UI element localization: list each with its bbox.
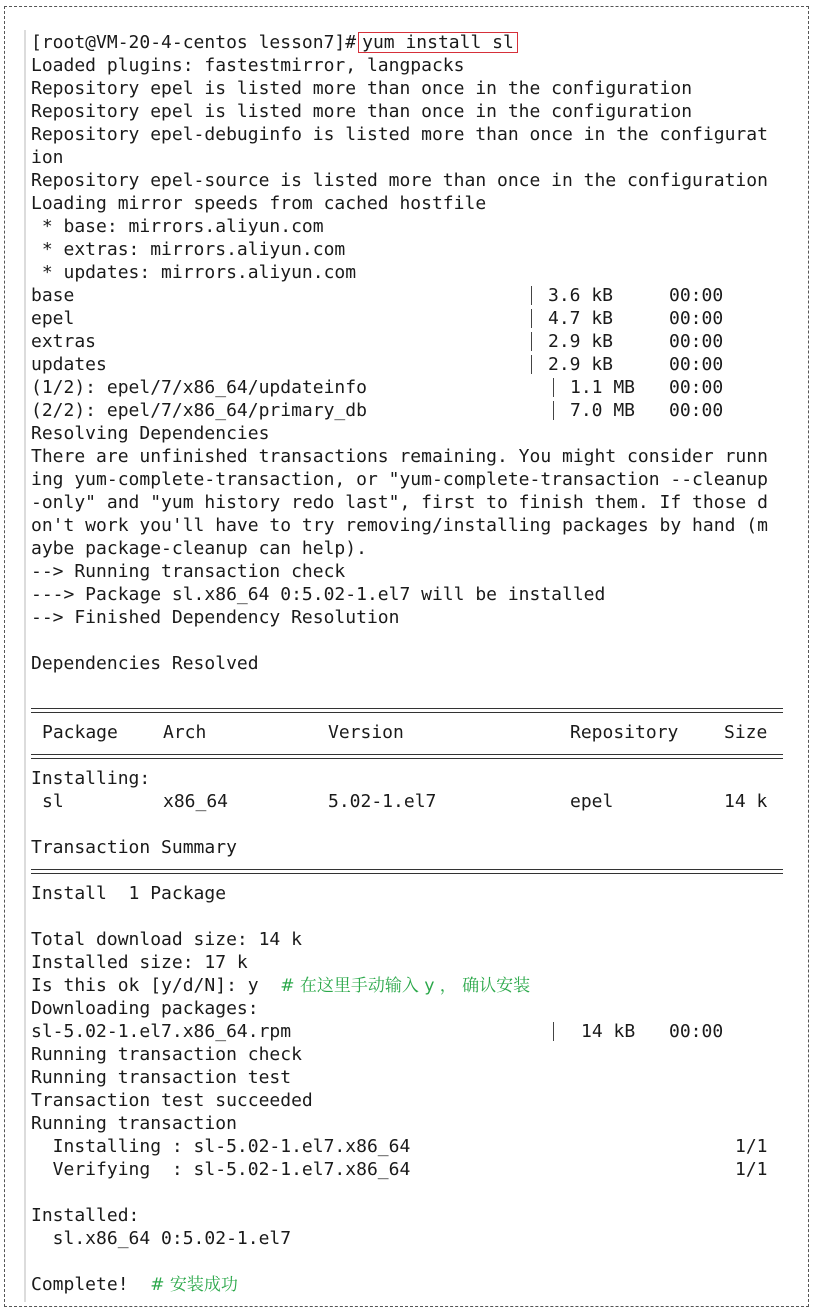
confirm-prompt: Is this ok [y/d/N]: y — [31, 975, 259, 996]
blank-line — [31, 813, 783, 836]
summary-install: Install 1 Package — [31, 883, 227, 904]
complete-text: Complete! — [31, 1274, 129, 1295]
step-progress: 1/1 — [735, 1159, 768, 1180]
output-line: Dependencies Resolved — [31, 653, 259, 674]
intro-lines — [31, 54, 783, 284]
repo-row — [31, 376, 783, 399]
cell-arch: x86_64 — [163, 791, 229, 812]
repo-row — [31, 284, 783, 307]
installed-section — [31, 1204, 783, 1250]
installed-size: Installed size: 17 k — [31, 952, 248, 973]
step-label: Verifying : sl-5.02-1.el7.x86_64 — [31, 1159, 411, 1180]
output-line: aybe package-cleanup can help). — [31, 538, 367, 559]
cell-package: sl — [42, 791, 64, 812]
repo-row — [31, 330, 783, 353]
column-divider — [553, 378, 554, 397]
download-size: 14 kB — [581, 1021, 636, 1042]
repo-list — [31, 284, 783, 422]
column-divider — [531, 355, 532, 374]
output-line: Repository epel is listed more than once in the configuration — [31, 78, 693, 99]
output-line: ---> Package sl.x86_64 0:5.02-1.el7 will be installed — [31, 584, 606, 605]
double-rule — [31, 698, 783, 721]
repo-row — [31, 353, 783, 376]
output-line: * updates: mirrors.aliyun.com — [31, 262, 357, 283]
installed-package: sl.x86_64 0:5.02-1.el7 — [31, 1228, 292, 1249]
total-download-size: Total download size: 14 k — [31, 929, 302, 950]
repo-time: 00:00 — [669, 308, 724, 329]
code-gutter-line — [24, 30, 26, 1302]
output-line: Running transaction check — [31, 1044, 302, 1065]
column-divider — [553, 1022, 554, 1041]
header-version: Version — [328, 722, 404, 743]
double-rule — [31, 859, 783, 882]
installed-title: Installed: — [31, 1205, 140, 1226]
cell-size: 14 k — [724, 791, 768, 812]
column-divider — [553, 401, 554, 420]
transaction-summary — [31, 836, 783, 997]
blank-line — [31, 675, 783, 698]
command-line — [31, 31, 783, 54]
blank-line — [31, 629, 783, 652]
header-arch: Arch — [163, 722, 207, 743]
step-progress: 1/1 — [735, 1136, 768, 1157]
repo-size: 2.9 kB — [548, 354, 614, 375]
output-line: Loading mirror speeds from cached hostfile — [31, 193, 487, 214]
resolving-lines — [31, 422, 783, 675]
output-line: --> Finished Dependency Resolution — [31, 607, 400, 628]
transaction-steps — [31, 1135, 783, 1181]
output-line: on't work you'll have to try removing/installing packages by hand (m — [31, 515, 768, 536]
repo-time: 00:00 — [669, 285, 724, 306]
output-line: Running transaction test — [31, 1067, 292, 1088]
blank-line — [31, 1181, 783, 1204]
table-row — [31, 790, 783, 813]
repo-time: 00:00 — [669, 354, 724, 375]
package-table — [31, 698, 783, 813]
repo-name: base — [31, 285, 75, 306]
output-line: Repository epel-debuginfo is listed more than once in the configurat — [31, 124, 768, 145]
output-line: There are unfinished transactions remaining. You might consider runn — [31, 446, 768, 467]
output-line: * extras: mirrors.aliyun.com — [31, 239, 346, 260]
terminal-output — [31, 31, 783, 1296]
output-line: -only" and "yum history redo last", first to finish them. If those d — [31, 492, 768, 513]
column-divider — [531, 309, 532, 328]
confirm-annotation: # 在这里手动输入 y ， 确认安装 — [280, 976, 531, 996]
cell-repository: epel — [570, 791, 614, 812]
output-line: Resolving Dependencies — [31, 423, 270, 444]
output-line: Repository epel-source is listed more than once in the configuration — [31, 170, 768, 191]
shell-prompt: [root@VM-20-4-centos lesson7]# — [31, 32, 357, 53]
repo-time: 00:00 — [669, 331, 724, 352]
repo-name: extras — [31, 331, 97, 352]
highlighted-command: yum install sl — [358, 32, 518, 53]
repo-name: (1/2): epel/7/x86_64/updateinfo — [31, 377, 367, 398]
download-file: sl-5.02-1.el7.x86_64.rpm — [31, 1021, 292, 1042]
repo-size: 3.6 kB — [548, 285, 614, 306]
download-row — [31, 1020, 783, 1043]
confirm-line — [31, 974, 783, 997]
step-row — [31, 1135, 783, 1158]
download-section — [31, 997, 783, 1043]
repo-size: 1.1 MB — [570, 377, 636, 398]
repo-name: epel — [31, 308, 75, 329]
header-repository: Repository — [570, 722, 679, 743]
running-lines — [31, 1043, 783, 1135]
repo-name: (2/2): epel/7/x86_64/primary_db — [31, 400, 367, 421]
output-line: ion — [31, 147, 64, 168]
download-time: 00:00 — [669, 1021, 724, 1042]
output-line: ing yum-complete-transaction, or "yum-complete-transaction --cleanup — [31, 469, 768, 490]
repo-row — [31, 307, 783, 330]
repo-row — [31, 399, 783, 422]
repo-time: 00:00 — [669, 400, 724, 421]
header-size: Size — [724, 722, 768, 743]
output-line: --> Running transaction check — [31, 561, 346, 582]
header-package: Package — [42, 722, 118, 743]
repo-size: 7.0 MB — [570, 400, 636, 421]
repo-size: 2.9 kB — [548, 331, 614, 352]
output-line: Repository epel is listed more than once in the configuration — [31, 101, 693, 122]
repo-time: 00:00 — [669, 377, 724, 398]
column-divider — [531, 286, 532, 305]
complete-line — [31, 1273, 783, 1296]
complete-annotation: # 安装成功 — [150, 1275, 238, 1295]
output-line: Transaction test succeeded — [31, 1090, 313, 1111]
step-row — [31, 1158, 783, 1181]
repo-name: updates — [31, 354, 107, 375]
column-divider — [531, 332, 532, 351]
blank-line — [31, 905, 783, 928]
double-rule — [31, 744, 783, 767]
table-header — [31, 721, 783, 744]
cell-version: 5.02-1.el7 — [328, 791, 437, 812]
step-label: Installing : sl-5.02-1.el7.x86_64 — [31, 1136, 411, 1157]
download-title: Downloading packages: — [31, 998, 259, 1019]
table-section-label: Installing: — [31, 768, 151, 789]
output-line: Loaded plugins: fastestmirror, langpacks — [31, 55, 465, 76]
repo-size: 4.7 kB — [548, 308, 614, 329]
blank-line — [31, 1250, 783, 1273]
output-line: * base: mirrors.aliyun.com — [31, 216, 324, 237]
output-line: Running transaction — [31, 1113, 237, 1134]
summary-title: Transaction Summary — [31, 837, 237, 858]
